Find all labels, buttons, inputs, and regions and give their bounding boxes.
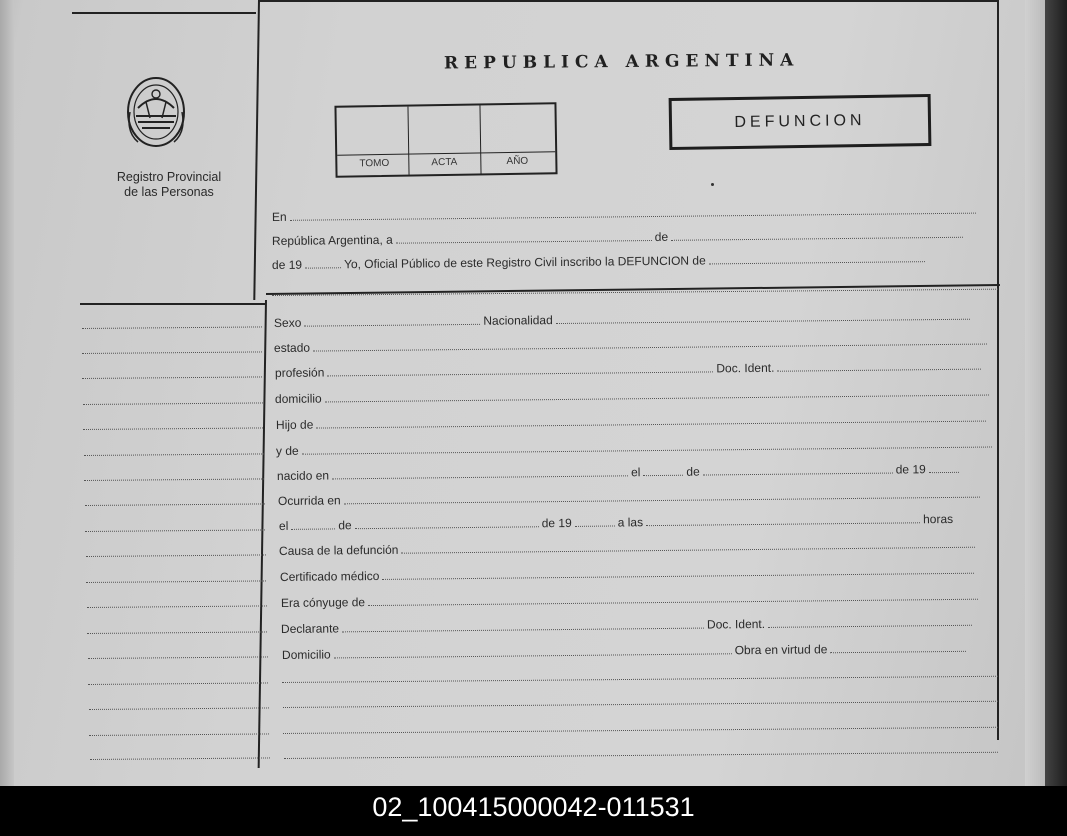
yo-line[interactable] <box>272 250 928 273</box>
nacido-de-label: de <box>686 464 700 479</box>
nacido-en-line[interactable] <box>277 461 962 484</box>
y-de-label: y de <box>275 443 299 458</box>
estado-label: estado <box>273 340 311 355</box>
tomo-label: TOMO <box>359 157 390 170</box>
margin-line[interactable] <box>84 476 264 481</box>
tomo-acta-anio-table <box>334 102 557 177</box>
estado-line[interactable] <box>274 333 990 356</box>
sexo-line[interactable] <box>274 308 973 331</box>
book-cover-edge <box>1045 0 1067 786</box>
en-line[interactable] <box>272 202 979 225</box>
republica-label: República Argentina, a <box>271 232 393 248</box>
margin-line[interactable] <box>86 552 266 557</box>
binding-edge <box>0 0 14 786</box>
de19-label: de 19 <box>271 257 303 272</box>
causa-label: Causa de la defunción <box>278 542 399 558</box>
domicilio-line[interactable] <box>275 383 992 407</box>
margin-line[interactable] <box>82 349 262 354</box>
certificado-line[interactable] <box>280 562 978 585</box>
provincial-emblem-icon <box>124 72 188 150</box>
blank-line[interactable] <box>283 699 998 708</box>
image-caption: 02_100415000042-011531 <box>0 786 1067 836</box>
fecha-de-label: de <box>338 518 352 533</box>
hijo-de-line[interactable] <box>276 410 989 433</box>
en-label: En <box>271 209 287 224</box>
profesion-label: profesión <box>274 365 325 380</box>
acta-label: ACTA <box>431 156 458 169</box>
margin-line[interactable] <box>89 731 269 736</box>
doc-ident-2-label: Doc. Ident. <box>706 616 766 632</box>
nacido-en-label: nacido en <box>276 468 330 483</box>
fecha-el-label: el <box>278 518 289 533</box>
y-de-line[interactable] <box>276 435 995 459</box>
yo-label: Yo, Oficial Público de este Registro Civil inscribo la DEFUNCION de <box>343 253 706 272</box>
margin-line[interactable] <box>90 755 270 760</box>
declarante-label: Declarante <box>280 621 340 636</box>
domicilio-label: domicilio <box>274 391 322 406</box>
main-vertical-rule <box>253 0 260 300</box>
domicilio-2-label: Domicilio <box>281 647 331 662</box>
defuncion-box: DEFUNCION <box>669 94 932 150</box>
ocurrida-en-label: Ocurrida en <box>277 493 341 508</box>
registro-line-1: Registro Provincial <box>116 170 222 184</box>
blank-line[interactable] <box>283 725 998 734</box>
margin-line[interactable] <box>85 527 265 532</box>
registro-provincial-label <box>98 170 240 200</box>
lower-vertical-rule <box>258 300 267 768</box>
domicilio-2-line[interactable] <box>282 640 970 663</box>
certificado-label: Certificado médico <box>279 568 380 584</box>
stray-dot <box>711 183 714 186</box>
blank-line[interactable] <box>284 750 998 759</box>
a-las-label: a las <box>617 515 644 530</box>
conyuge-label: Era cónyuge de <box>280 595 366 610</box>
section-divider-left <box>80 303 266 305</box>
margin-line[interactable] <box>83 400 263 405</box>
margin-line[interactable] <box>83 425 263 430</box>
margin-line[interactable] <box>82 374 262 379</box>
declarante-line[interactable] <box>281 614 975 637</box>
horas-label: horas <box>922 511 954 527</box>
conyuge-line[interactable] <box>281 588 981 611</box>
doc-ident-label: Doc. Ident. <box>716 360 775 376</box>
margin-line[interactable] <box>86 578 266 583</box>
ocurrida-en-line[interactable] <box>278 486 983 509</box>
margin-line[interactable] <box>82 324 262 329</box>
margin-line[interactable] <box>84 451 264 456</box>
top-rule-right <box>258 0 998 2</box>
obra-label: Obra en virtud de <box>734 642 828 658</box>
republica-line[interactable] <box>272 226 966 249</box>
fecha-hora-line[interactable] <box>279 511 953 534</box>
fecha-de19-label: de 19 <box>541 515 572 531</box>
page-edge <box>1025 0 1045 786</box>
margin-line[interactable] <box>87 629 267 634</box>
margin-line[interactable] <box>87 603 267 608</box>
margin-line[interactable] <box>85 501 265 506</box>
top-rule <box>72 12 256 14</box>
nacido-el-label: el <box>630 465 641 480</box>
margin-line[interactable] <box>89 705 269 710</box>
nacido-de19-label: de 19 <box>895 462 926 477</box>
sexo-label: Sexo <box>273 315 302 330</box>
page-title: REPUBLICA ARGENTINA <box>443 50 800 74</box>
nacionalidad-label: Nacionalidad <box>483 313 553 328</box>
causa-line[interactable] <box>279 536 979 559</box>
right-vertical-rule <box>997 0 999 740</box>
margin-line[interactable] <box>88 654 268 659</box>
de-label: de <box>654 229 669 244</box>
blank-line[interactable] <box>282 674 998 683</box>
hijo-de-label: Hijo de <box>275 417 314 432</box>
anio-label: AÑO <box>506 155 529 168</box>
registro-line-2: de las Personas <box>124 185 214 199</box>
table-labels <box>337 151 555 175</box>
profesion-line[interactable] <box>275 358 985 381</box>
margin-line[interactable] <box>88 680 268 685</box>
